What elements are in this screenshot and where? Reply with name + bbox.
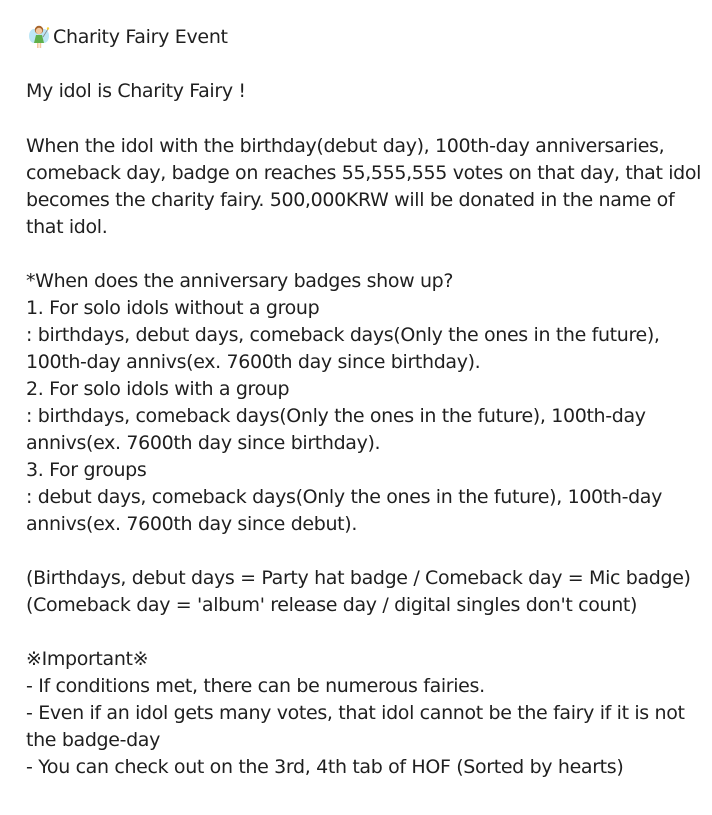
badges-section bbox=[26, 268, 696, 538]
description-line: that idol. bbox=[26, 216, 108, 238]
title-row bbox=[28, 22, 696, 52]
intro-text bbox=[26, 78, 696, 105]
fairy-icon bbox=[28, 24, 50, 50]
badges-line: 1. For solo idols without a group bbox=[26, 297, 320, 319]
notes-line: (Comeback day = 'album' release day / digital singles don't count) bbox=[26, 594, 638, 616]
event-notice bbox=[26, 22, 702, 781]
description-paragraph bbox=[26, 133, 702, 241]
badges-heading: *When does the anniversary badges show up? bbox=[26, 270, 454, 292]
intro-line: My idol is Charity Fairy ! bbox=[26, 80, 246, 102]
important-line: - You can check out on the 3rd, 4th tab of HOF (Sorted by hearts) bbox=[26, 756, 624, 778]
badges-line: 2. For solo idols with a group bbox=[26, 378, 290, 400]
description-line: comeback day, badge on reaches 55,555,555 votes on that day, that idol bbox=[26, 162, 702, 184]
badges-line: annivs(ex. 7600th day since debut). bbox=[26, 513, 358, 535]
notes-section bbox=[26, 565, 696, 619]
badges-line: : birthdays, debut days, comeback days(Only the ones in the future), bbox=[26, 324, 660, 346]
badges-line: 3. For groups bbox=[26, 459, 147, 481]
description-line: When the idol with the birthday(debut day), 100th-day anniversaries, bbox=[26, 135, 665, 157]
badges-line: : birthdays, comeback days(Only the ones in the future), 100th-day bbox=[26, 405, 646, 427]
badges-line: 100th-day annivs(ex. 7600th day since birthday). bbox=[26, 351, 481, 373]
important-section bbox=[26, 646, 696, 781]
important-line: the badge-day bbox=[26, 729, 160, 751]
description-line: becomes the charity fairy. 500,000KRW will be donated in the name of bbox=[26, 189, 675, 211]
notes-line: (Birthdays, debut days = Party hat badge / Comeback day = Mic badge) bbox=[26, 567, 691, 589]
page-title: Charity Fairy Event bbox=[53, 26, 228, 48]
badges-line: annivs(ex. 7600th day since birthday). bbox=[26, 432, 381, 454]
important-line: - Even if an idol gets many votes, that idol cannot be the fairy if it is not bbox=[26, 702, 685, 724]
badges-line: : debut days, comeback days(Only the ones in the future), 100th-day bbox=[26, 486, 662, 508]
important-line: - If conditions met, there can be numerous fairies. bbox=[26, 675, 485, 697]
important-heading: ※Important※ bbox=[26, 648, 149, 670]
